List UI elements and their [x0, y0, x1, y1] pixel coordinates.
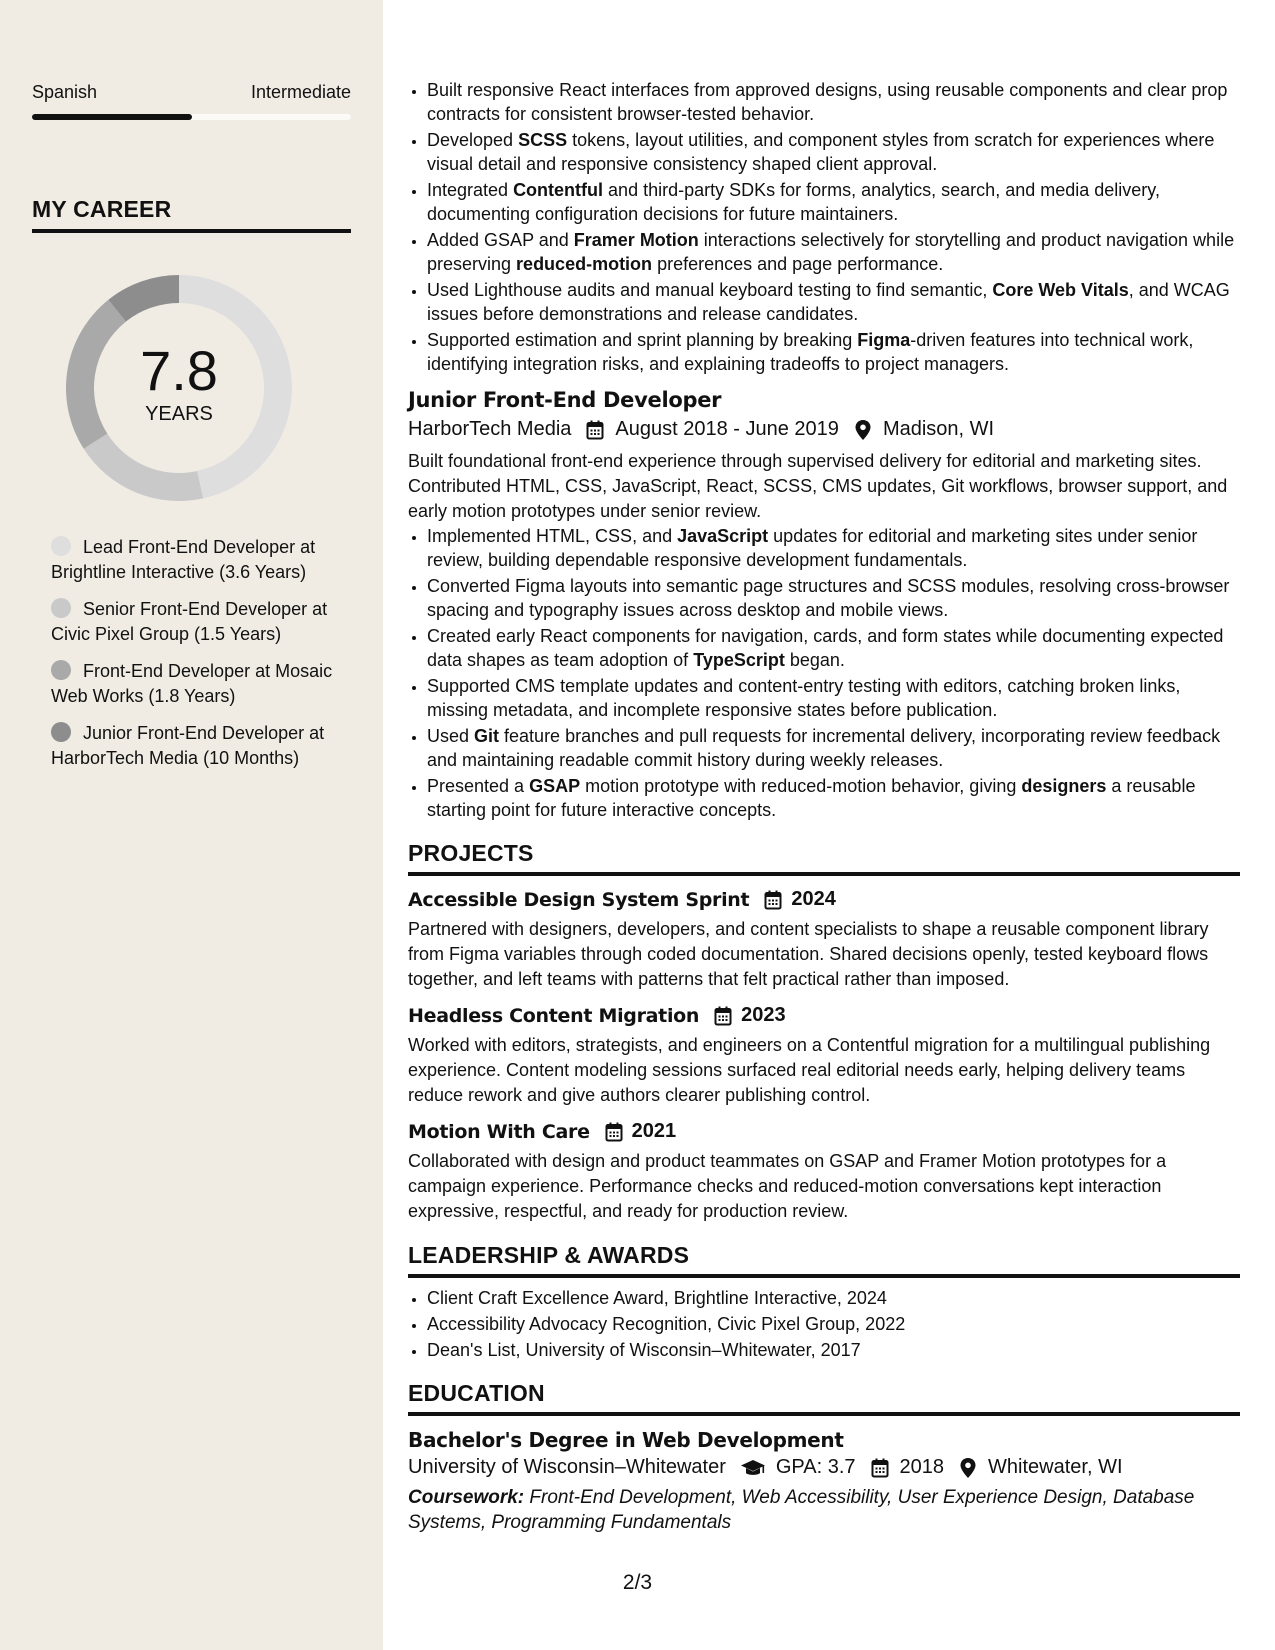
bullet-item: • Implemented HTML, CSS, and JavaScript updates for editorial and marketing sites under senior review, building dependable responsive development fundamentals.: [427, 524, 1240, 572]
graduation-year: 2018: [899, 1456, 945, 1478]
total-years-unit: YEARS: [145, 402, 213, 425]
bullet-item: • Presented a GSAP motion prototype with reduced-motion behavior, giving designers a reusable starting point for future interactive concepts.: [427, 774, 1240, 822]
donut-center: [66, 275, 292, 501]
language-level: Intermediate: [250, 82, 351, 102]
bullet-item: • Supported CMS template updates and content-entry testing with editors, catching broken links, missing metadata, and incomplete responsive states before publication.: [427, 674, 1240, 722]
legend-label: Lead Front-End Developer at Brightline Interactive (3.6 Years): [51, 537, 316, 582]
project-title: Accessible Design System Sprint: [408, 888, 750, 911]
graduation-cap-icon: [740, 1457, 766, 1479]
legend-dot: [51, 660, 71, 680]
previous-role-bullets: [408, 78, 1240, 376]
project-description: Partnered with designers, developers, and content specialists to shape a reusable component library from Figma variables through coded documentation. Shared decisions openly, tested keyboard flows together, and left teams with patterns that felt practical rather than imposed.: [408, 919, 1209, 989]
calendar-icon: [585, 419, 605, 441]
language-name: Spanish: [32, 82, 98, 102]
school-name: University of Wisconsin–Whitewater: [408, 1456, 726, 1478]
total-years-value: 7.8: [140, 338, 218, 402]
coursework-label: Coursework:: [408, 1487, 525, 1508]
company-name: HarborTech Media: [408, 418, 572, 440]
gpa: GPA: 3.7: [775, 1456, 856, 1478]
bullet-item: • Developed SCSS tokens, layout utilities, and component styles from scratch for experiences where visual detail and responsive consistency shaped client approval.: [427, 128, 1240, 176]
bullet-item: • Created early React components for navigation, cards, and form states while documenting expected data shapes as team adoption of TypeScript began.: [427, 624, 1240, 672]
legend-item: [51, 535, 341, 585]
job-title: Junior Front-End Developer: [408, 388, 722, 412]
job-dates: August 2018 - June 2019: [615, 418, 839, 440]
project-year: 2021: [631, 1120, 677, 1142]
legend-label: Front-End Developer at Mosaic Web Works (1.8 Years): [51, 661, 333, 706]
award-item: • Dean's List, University of Wisconsin–Whitewater, 2017: [427, 1338, 1240, 1362]
education-meta: [408, 1456, 1240, 1479]
award-item: • Client Craft Excellence Award, Brightline Interactive, 2024: [427, 1286, 1240, 1310]
project-description: Worked with editors, strategists, and engineers on a Contentful migration for a multilingual publishing experience. Content modeling sessions surfaced real editorial needs early, helping delivery teams reduce rework and give authors clearer publishing control.: [408, 1035, 1211, 1105]
page-number: 2/3: [622, 1571, 653, 1594]
legend-dot: [51, 722, 71, 742]
job-location: Madison, WI: [882, 418, 995, 440]
legend-item: [51, 597, 341, 647]
award-item: • Accessibility Advocacy Recognition, Civic Pixel Group, 2022: [427, 1312, 1240, 1336]
sidebar: [0, 0, 383, 1650]
bullet-item: • Converted Figma layouts into semantic page structures and SCSS modules, resolving cross-browser spacing and typography issues across desktop and mobile views.: [427, 574, 1240, 622]
bullet-item: • Built responsive React interfaces from approved designs, using reusable components and clear prop contracts for consistent browser-tested behavior.: [427, 78, 1240, 126]
language-proficiency-bar: [32, 114, 351, 120]
language-proficiency-fill: [32, 114, 192, 120]
education-heading: EDUCATION: [408, 1380, 1240, 1416]
project-title: Headless Content Migration: [408, 1004, 700, 1027]
awards-list: [408, 1286, 1240, 1362]
degree-title: Bachelor's Degree in Web Development: [408, 1428, 844, 1452]
bullet-item: • Used Git feature branches and pull requests for incremental delivery, incorporating review feedback and maintaining readable commit history during weekly releases.: [427, 724, 1240, 772]
calendar-icon: [604, 1121, 624, 1143]
career-legend: [51, 535, 341, 783]
legend-label: Senior Front-End Developer at Civic Pixel Group (1.5 Years): [51, 599, 328, 644]
job-summary: Built foundational front-end experience through supervised delivery for editorial and marketing sites. Contributed HTML, CSS, JavaScript, React, SCSS, CMS updates, Git workflows, browser support, and early motion prototypes under senior review.: [408, 451, 1228, 521]
coursework-list: Front-End Development, Web Accessibility, User Experience Design, Database Systems, Programming Fundamentals: [408, 1487, 1195, 1533]
projects-heading: PROJECTS: [408, 840, 1240, 876]
career-heading: MY CAREER: [32, 196, 351, 233]
coursework: [408, 1485, 1240, 1535]
location-pin-icon: [853, 419, 873, 441]
legend-item: [51, 721, 341, 771]
junior-role-bullets: [408, 524, 1240, 822]
calendar-icon: [713, 1005, 733, 1027]
job-meta: [408, 418, 1240, 441]
project-title-row: [408, 1004, 1240, 1027]
project-year: 2023: [741, 1004, 786, 1026]
project-year: 2024: [791, 888, 836, 910]
legend-dot: [51, 536, 71, 556]
school-location: Whitewater, WI: [988, 1456, 1123, 1478]
main-column: [408, 0, 1240, 1650]
bullet-item: • Used Lighthouse audits and manual keyboard testing to find semantic, Core Web Vitals, and WCAG issues before demonstrations and release candidates.: [427, 278, 1240, 326]
legend-label: Junior Front-End Developer at HarborTech Media (10 Months): [51, 723, 325, 768]
project-title-row: [408, 888, 1240, 911]
awards-heading: LEADERSHIP & AWARDS: [408, 1242, 1240, 1278]
project-description: Collaborated with design and product teammates on GSAP and Framer Motion prototypes for a campaign experience. Performance checks and reduced-motion conversations kept interaction expressive, respectful, and ready for production review.: [408, 1151, 1167, 1221]
bullet-item: • Supported estimation and sprint planning by breaking Figma-driven features into technical work, identifying integration risks, and explaining tradeoffs to project managers.: [427, 328, 1240, 376]
location-pin-icon: [958, 1457, 978, 1479]
career-years-donut: [66, 275, 292, 501]
legend-dot: [51, 598, 71, 618]
calendar-icon: [870, 1457, 890, 1479]
project-title: Motion With Care: [408, 1120, 590, 1143]
legend-item: [51, 659, 341, 709]
calendar-icon: [763, 889, 783, 911]
project-title-row: [408, 1120, 1240, 1143]
language-row: [32, 82, 351, 103]
bullet-item: • Integrated Contentful and third-party SDKs for forms, analytics, search, and media delivery, documenting configuration decisions for future maintainers.: [427, 178, 1240, 226]
bullet-item: • Added GSAP and Framer Motion interactions selectively for storytelling and product navigation while preserving reduced-motion preferences and page performance.: [427, 228, 1240, 276]
